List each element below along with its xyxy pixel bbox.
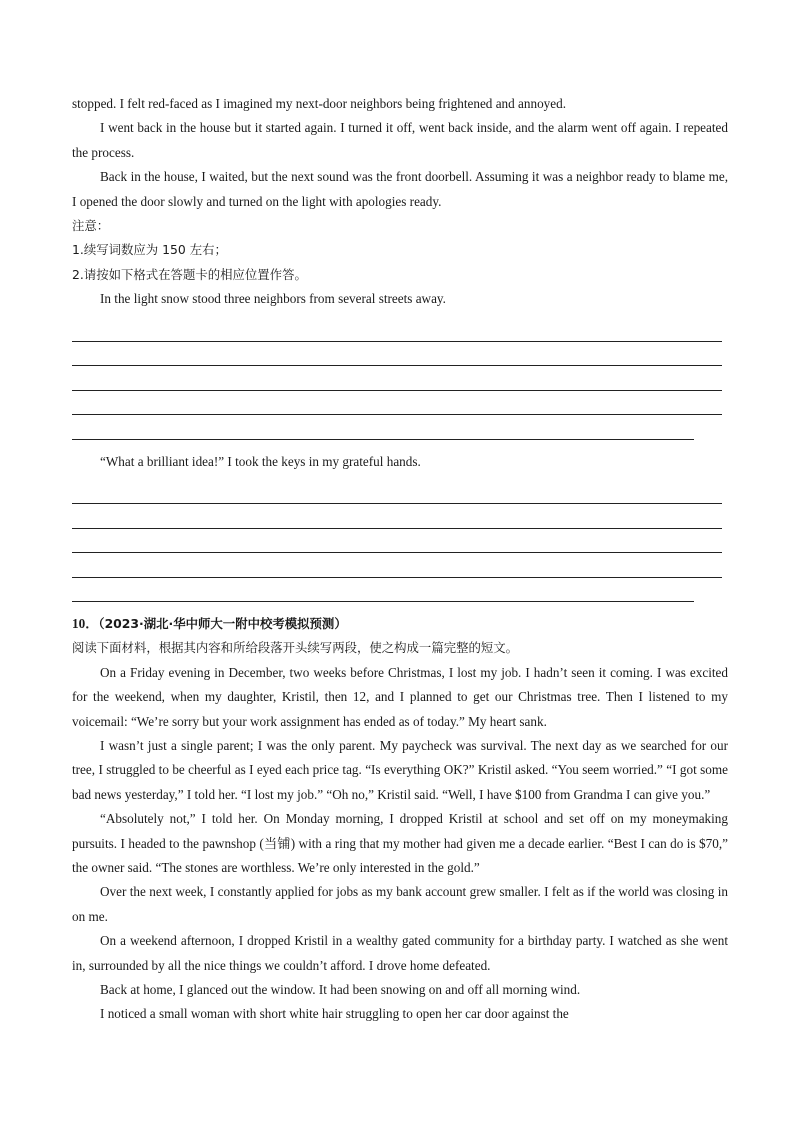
writing-line[interactable]: [72, 553, 722, 577]
writing-line[interactable]: [72, 391, 722, 415]
story-paragraph: I went back in the house but it started again. I turned it off, went back inside, and the alarm went off again. I repeated the process.: [72, 120, 728, 160]
story-paragraph: stopped. I felt red-faced as I imagined my next-door neighbors being frightened and annoyed.: [72, 96, 567, 111]
paragraph-2-opening: “What a brilliant idea!” I took the keys in my grateful hands.: [100, 453, 421, 469]
notes-item-format: 2.请按如下格式在答题卡的相应位置作答。: [72, 266, 307, 282]
writing-line[interactable]: [72, 578, 694, 602]
notes-item-word-count: 1.续写词数应为 150 左右；: [72, 242, 227, 258]
question-heading: [72, 612, 728, 636]
story-paragraph: Back at home, I glanced out the window. It had been snowing on and off all morning wind.: [100, 982, 581, 998]
writing-line[interactable]: [72, 480, 722, 504]
story-paragraph: I wasn’t just a single parent; I was the only parent. My paycheck was survival. The next day as we searched for our tree, I struggled to be cheerful as I eyed each price tag. “Is everything OK?” Kristil asked. “You seem worried.” “I got some bad news yesterday,” I told her. “I lost my job.” “Oh no,” Kristil said. “Well, I have $100 from Grandma I can give you.”: [72, 738, 728, 802]
document-page: [72, 92, 728, 1027]
writing-line[interactable]: [72, 318, 722, 342]
question-instruction: 阅读下面材料，根据其内容和所给段落开头续写两段，使之构成一篇完整的短文。: [72, 640, 519, 656]
story-paragraph: “Absolutely not,” I told her. On Monday morning, I dropped Kristil at school and set off on my moneymaking pursuits. I headed to the pawnshop (当铺) with a ring that my mother had given me a decade earlier. “Best I can do is $70,” the owner said. “The stones are worthless. We’re only interested in the gold.”: [72, 811, 728, 876]
writing-line[interactable]: [72, 415, 694, 439]
paragraph-1-opening: In the light snow stood three neighbors from several streets away.: [100, 291, 446, 307]
notes-title: 注意：: [72, 218, 110, 234]
writing-line[interactable]: [72, 366, 722, 390]
writing-line[interactable]: [72, 342, 722, 366]
writing-area-1[interactable]: [72, 318, 728, 440]
story-paragraph: On a Friday evening in December, two weeks before Christmas, I lost my job. I hadn’t seen it coming. I was excited for the weekend, when my daughter, Kristil, then 12, and I planned to get our Christmas tree. Then I listened to my voicemail: “We’re sorry but your work assignment has ended as of today.” My heart sank.: [72, 664, 728, 729]
story-paragraph: On a weekend afternoon, I dropped Kristil in a wealthy gated community for a birthday party. I watched as she went in, surrounded by all the nice things we couldn’t afford. I drove home defeated.: [72, 933, 728, 973]
writing-line[interactable]: [72, 529, 722, 553]
story-paragraph: Over the next week, I constantly applied for jobs as my bank account grew smaller. I felt as if the world was closing in on me.: [72, 884, 728, 924]
question-number: 10．: [72, 615, 99, 631]
story-paragraph: I noticed a small woman with short white hair struggling to open her car door against the: [100, 1006, 569, 1022]
writing-line[interactable]: [72, 504, 722, 528]
writing-area-2[interactable]: [72, 480, 728, 602]
question-source: （2023·湖北·华中师大一附中校考模拟预测）: [98, 615, 347, 631]
story-paragraph: Back in the house, I waited, but the next sound was the front doorbell. Assuming it was a neighbor ready to blame me, I opened the door slowly and turned on the light with apologies ready.: [72, 169, 728, 209]
